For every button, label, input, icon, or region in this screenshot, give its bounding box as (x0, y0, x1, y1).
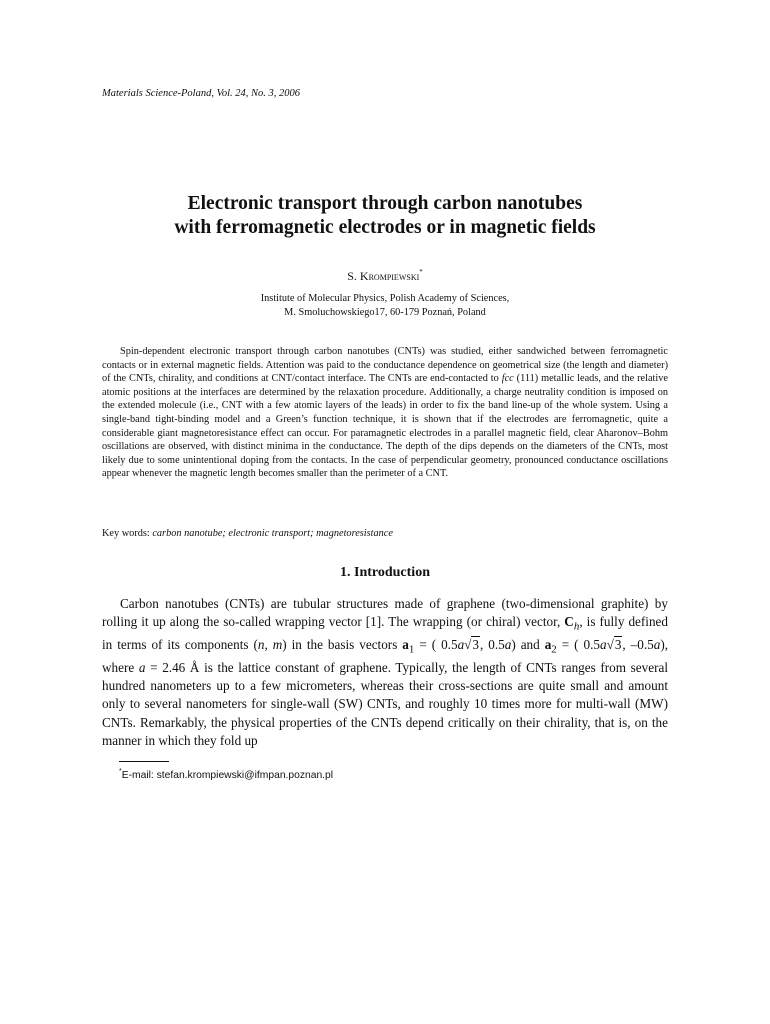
sqrt-radicand: 3 (472, 637, 480, 653)
title-line-2: with ferromagnetic electrodes or in magnetic fields (174, 217, 596, 238)
eq1-close: ) and (511, 637, 545, 653)
title-line-1: Electronic transport through carbon nanotubes (187, 193, 583, 214)
sqrt-3-a: √3 (464, 637, 480, 653)
intro-text-2: , is fully defined in terms of its components ( (102, 614, 668, 653)
paper-title (100, 192, 670, 240)
eq2-a: a (599, 637, 607, 653)
affiliation-line-1: Institute of Molecular Physics, Polish Academy of Sciences, (260, 293, 510, 304)
author-name: Krompiewski (359, 269, 420, 283)
eq1-a2: a (504, 637, 512, 653)
chiral-vector-symbol: C (564, 614, 574, 630)
eq2-post: , –0.5 (622, 637, 654, 653)
intro-comma: , (264, 637, 273, 653)
component-m: m (272, 637, 283, 653)
abstract-text-2: (111) metallic leads, and the relative atomic positions at the interfaces are determined by the relaxation procedure. Additionally, a charge neutrality condition is imposed on the extended molecule (i.e., CNT with a few atomic layers of the leads) in order to fix the band line-up of the whole system. Using a single-band tight-binding model and a Green’s function technique, it is shown that if the electrodes are ferromagnetic, quite a considerable giant magnetoresistance effect can occur. For paramagnetic electrodes in a parallel magnetic field, clear Aharonov–Bohm oscillations are observed, with distinct minima in the conductance. The depth of the dips depends on the diameters of the CNTs, most likely due to some unintentional doping from the contacts. In the case of perpendicular geometry, pronounced conductance oscillations appear whenever the magnetic length becomes smaller than the perimeter of a CNT. (102, 373, 668, 480)
abstract (102, 345, 668, 481)
intro-text-3: ) in the basis vectors (282, 637, 403, 653)
intro-text-1: Carbon nanotubes (CNTs) are tubular structures made of graphene (two-dimensional graphite) by rolling it up along the so-called wrapping vector [1]. The wrapping (or chiral) vector, (102, 596, 668, 630)
chiral-vector-subscript: h (573, 620, 580, 633)
component-n: n (257, 637, 265, 653)
abstract-text-1: Spin-dependent electronic transport through carbon nanotubes (CNTs) was studied, either sandwiched between ferromagnetic contacts or in external magnetic fields. Attention was paid to the conductance dependence on geometrical size (the length and diameter) of the CNTs, chirality, and conditions at CNT/contact interface. The CNTs are end-contacted to (102, 346, 668, 385)
intro-text-4: = 2.46 Å is the lattice constant of graphene. Typically, the length of CNTs ranges from several hundred nanometers up to a few micrometers, whereas their cross-sections are quite small and amount only to several nanometers for single-wall (SW) CNTs, and roughly 10 times more for multi-wall (MW) CNTs. Remarkably, the physical properties of the CNTs depend critically on their chirality, that is, on the manner in which they fold up (102, 659, 669, 748)
basis-vector-a1: a (402, 637, 409, 653)
author-line (100, 268, 670, 284)
sqrt-radicand: 3 (614, 637, 622, 653)
eq2-a2: a (653, 637, 661, 653)
affiliation-line-2: M. Smoluchowskiego17, 60-179 Poznań, Poland (284, 307, 486, 318)
basis-vector-a2: a (544, 637, 552, 653)
author-footnote-mark: * (419, 268, 423, 276)
footnote (119, 768, 333, 781)
journal-header: Materials Science-Poland, Vol. 24, No. 3, 2006 (102, 88, 301, 99)
author-initial: S. (347, 269, 360, 283)
intro-paragraph (102, 595, 668, 750)
footnote-mark: * (119, 768, 122, 775)
eq2-prefix: = ( 0.5 (556, 637, 600, 653)
keywords-label: Key words: (102, 528, 153, 539)
lattice-constant-symbol: a (138, 659, 146, 675)
eq1-prefix: = ( 0.5 (414, 637, 458, 653)
basis-vector-a2-subscript: 2 (551, 643, 557, 656)
eq1-post: , 0.5 (480, 637, 505, 653)
keywords (102, 528, 393, 539)
sqrt-3-b: √3 (606, 637, 622, 653)
affiliation (100, 292, 670, 320)
keywords-terms: carbon nanotube; electronic transport; magnetoresistance (152, 528, 393, 539)
footnote-divider (119, 761, 169, 762)
eq2-close: ), where (102, 637, 669, 675)
basis-vector-a1-subscript: 1 (408, 643, 415, 656)
footnote-email: E-mail: stefan.krompiewski@ifmpan.poznan.pl (121, 770, 334, 781)
eq1-a: a (457, 637, 465, 653)
abstract-fcc: fcc (501, 373, 514, 385)
section-heading: 1. Introduction (340, 565, 430, 580)
